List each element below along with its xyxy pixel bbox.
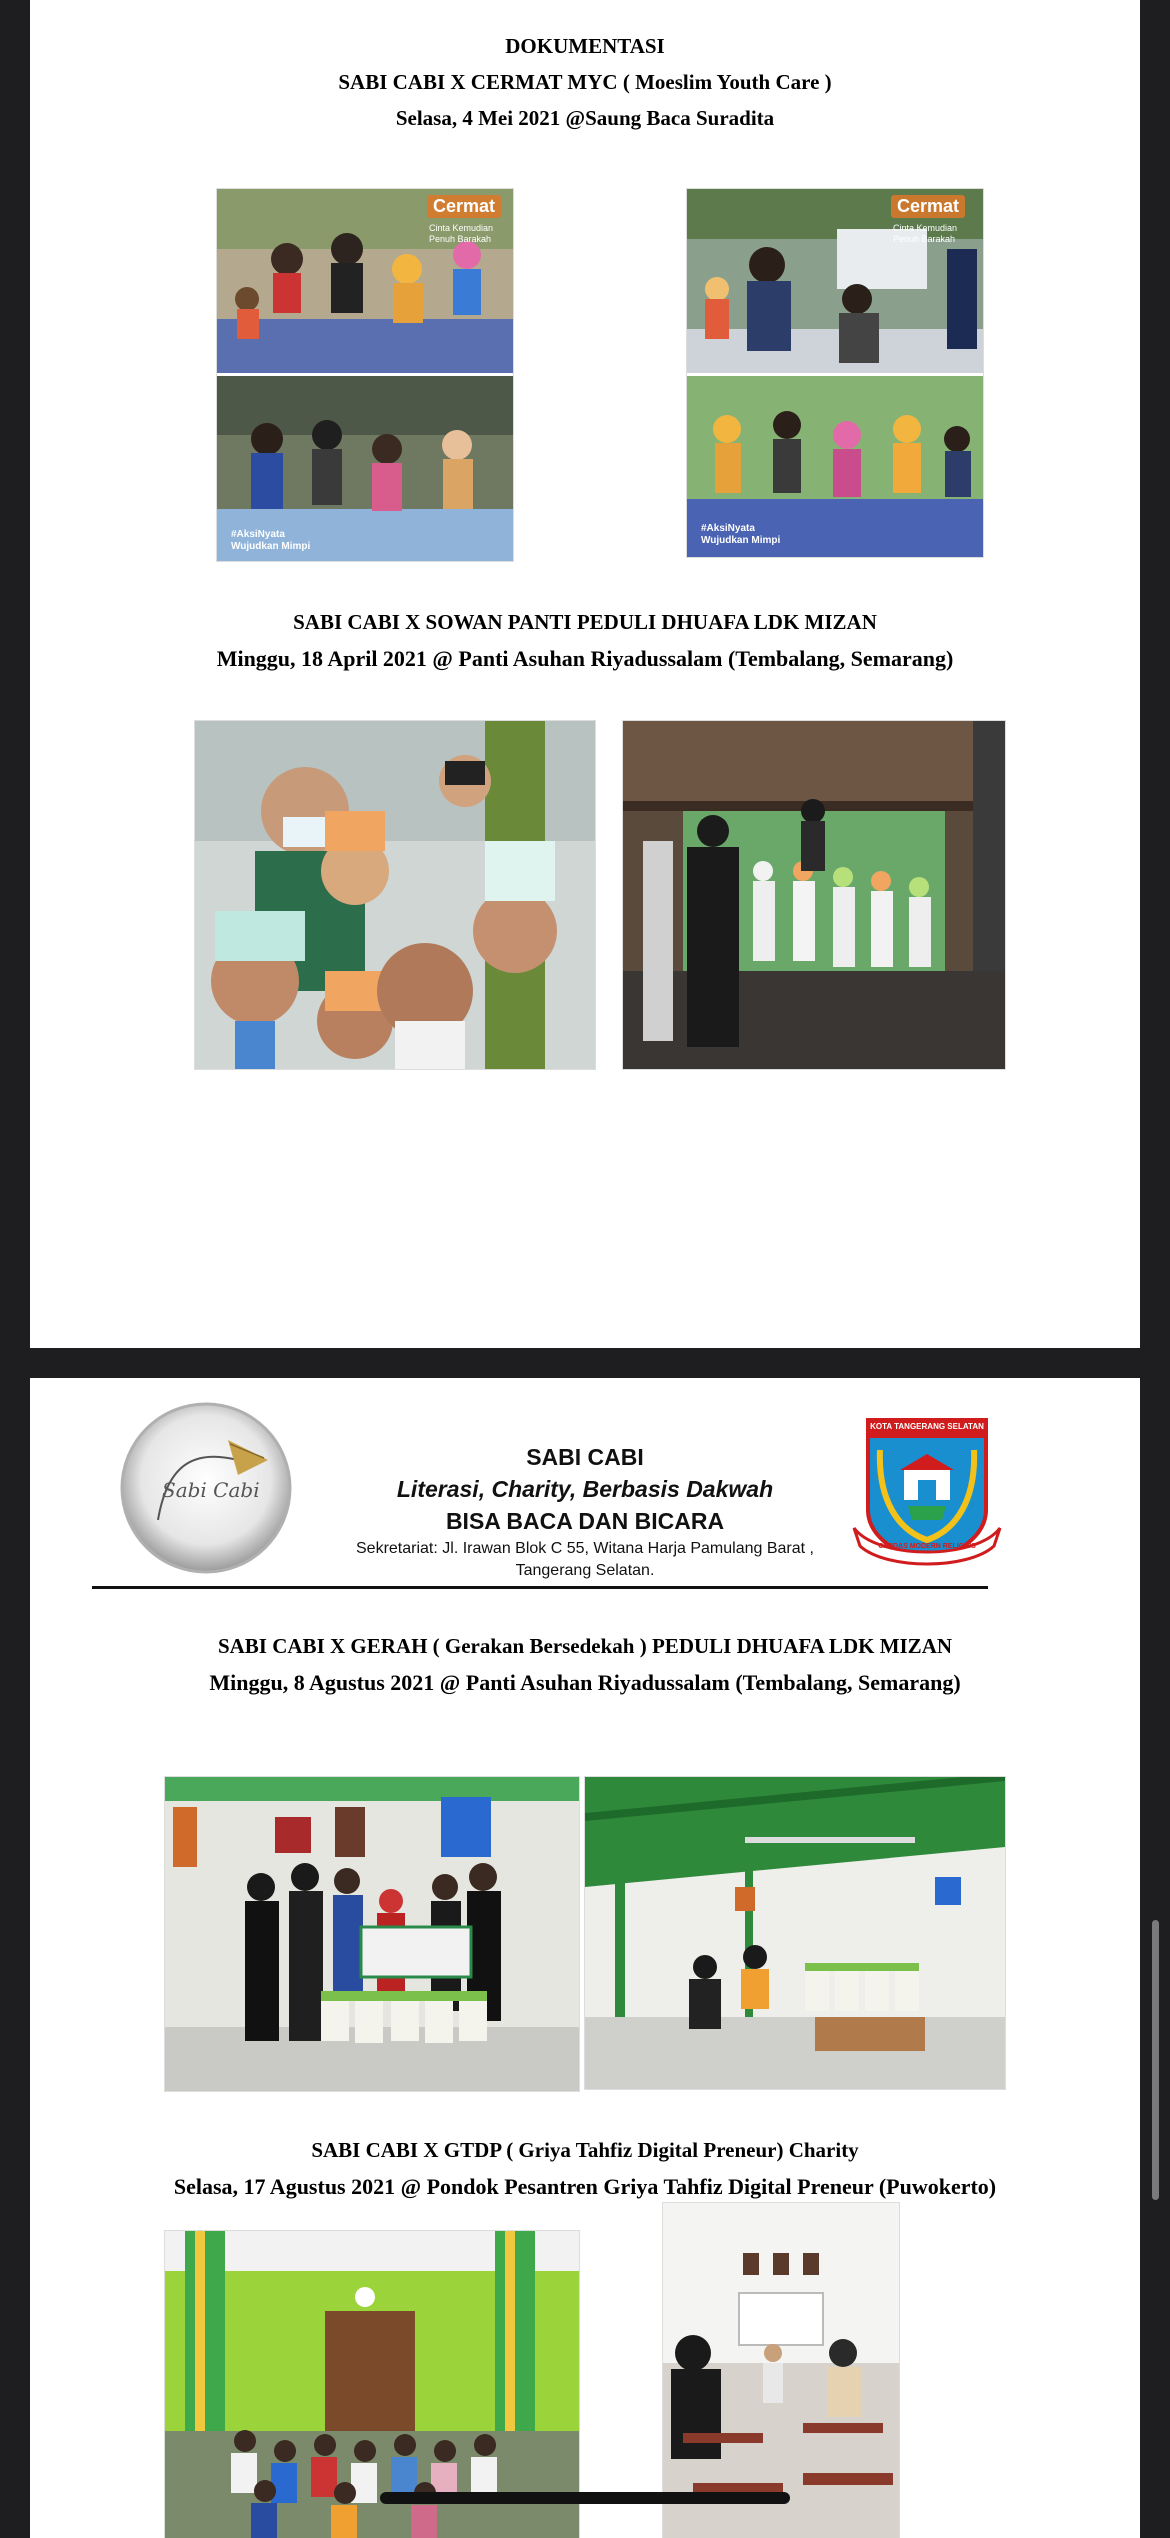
event3-title: SABI CABI X GERAH ( Gerakan Bersedekah ) PEDULI DHUAFA LDK MIZAN (217, 1634, 953, 1658)
event1-photo-right (686, 188, 984, 558)
org-tagline: Literasi, Charity, Berbasis Dakwah (396, 1476, 774, 1502)
org-address-line2: Tangerang Selatan. (515, 1562, 655, 1579)
logo-text: Sabi Cabi (162, 1478, 260, 1502)
org-motto: BISA BACA DAN BICARA (445, 1508, 725, 1534)
event1-hashtag-right: #AksiNyata Wujudkan Mimpi (701, 523, 781, 546)
scrollbar[interactable] (1152, 1920, 1159, 2200)
org-address-line1: Sekretariat: Jl. Irawan Blok C 55, Witana Harja Pamulang Barat , (356, 1540, 814, 1557)
event2-photo-stage (622, 720, 1006, 1070)
event4-photo-classroom (662, 2202, 900, 2538)
event1-caption-left: Cinta Kemudian Penuh Barakah (429, 223, 494, 244)
event2-date: Minggu, 18 April 2021 @ Panti Asuhan Riyadussalam (Tembalang, Semarang) (216, 646, 954, 671)
document-page-1 (30, 0, 1140, 1348)
org-name: SABI CABI (526, 1444, 644, 1470)
event1-brand-tag-right: Cermat (891, 195, 965, 218)
event1-date: Selasa, 4 Mei 2021 @Saung Baca Suradita (395, 106, 775, 130)
event4-title: SABI CABI X GTDP ( Griya Tahfiz Digital Preneur) Charity (311, 2138, 859, 2162)
event3-photo-group (164, 1776, 580, 2092)
event1-photo-left (216, 188, 514, 562)
home-indicator[interactable] (380, 2492, 790, 2504)
city-motto: CERDAS MODERN RELIGIUS (878, 1543, 976, 1550)
city-banner: KOTA TANGERANG SELATAN (870, 1422, 984, 1431)
event1-title: SABI CABI X CERMAT MYC ( Moeslim Youth Care ) (338, 70, 832, 94)
letterhead-rule (92, 1586, 988, 1589)
event1-caption-right: Cinta Kemudian Penuh Barakah (893, 223, 958, 244)
event3-photo-hall (584, 1776, 1006, 2090)
event4-date: Selasa, 17 Agustus 2021 @ Pondok Pesantren Griya Tahfiz Digital Preneur (Puwokerto) (173, 2174, 997, 2199)
event1-hashtag-left: #AksiNyata Wujudkan Mimpi (231, 529, 311, 552)
event3-date: Minggu, 8 Agustus 2021 @ Panti Asuhan Riyadussalam (Tembalang, Semarang) (209, 1670, 961, 1695)
event2-photo-selfie (194, 720, 596, 1070)
event2-title: SABI CABI X SOWAN PANTI PEDULI DHUAFA LDK MIZAN (293, 610, 877, 634)
event1-brand-tag-left: Cermat (427, 195, 501, 218)
doc-heading: DOKUMENTASI (505, 34, 665, 58)
document-page-2 (30, 1378, 1140, 2538)
